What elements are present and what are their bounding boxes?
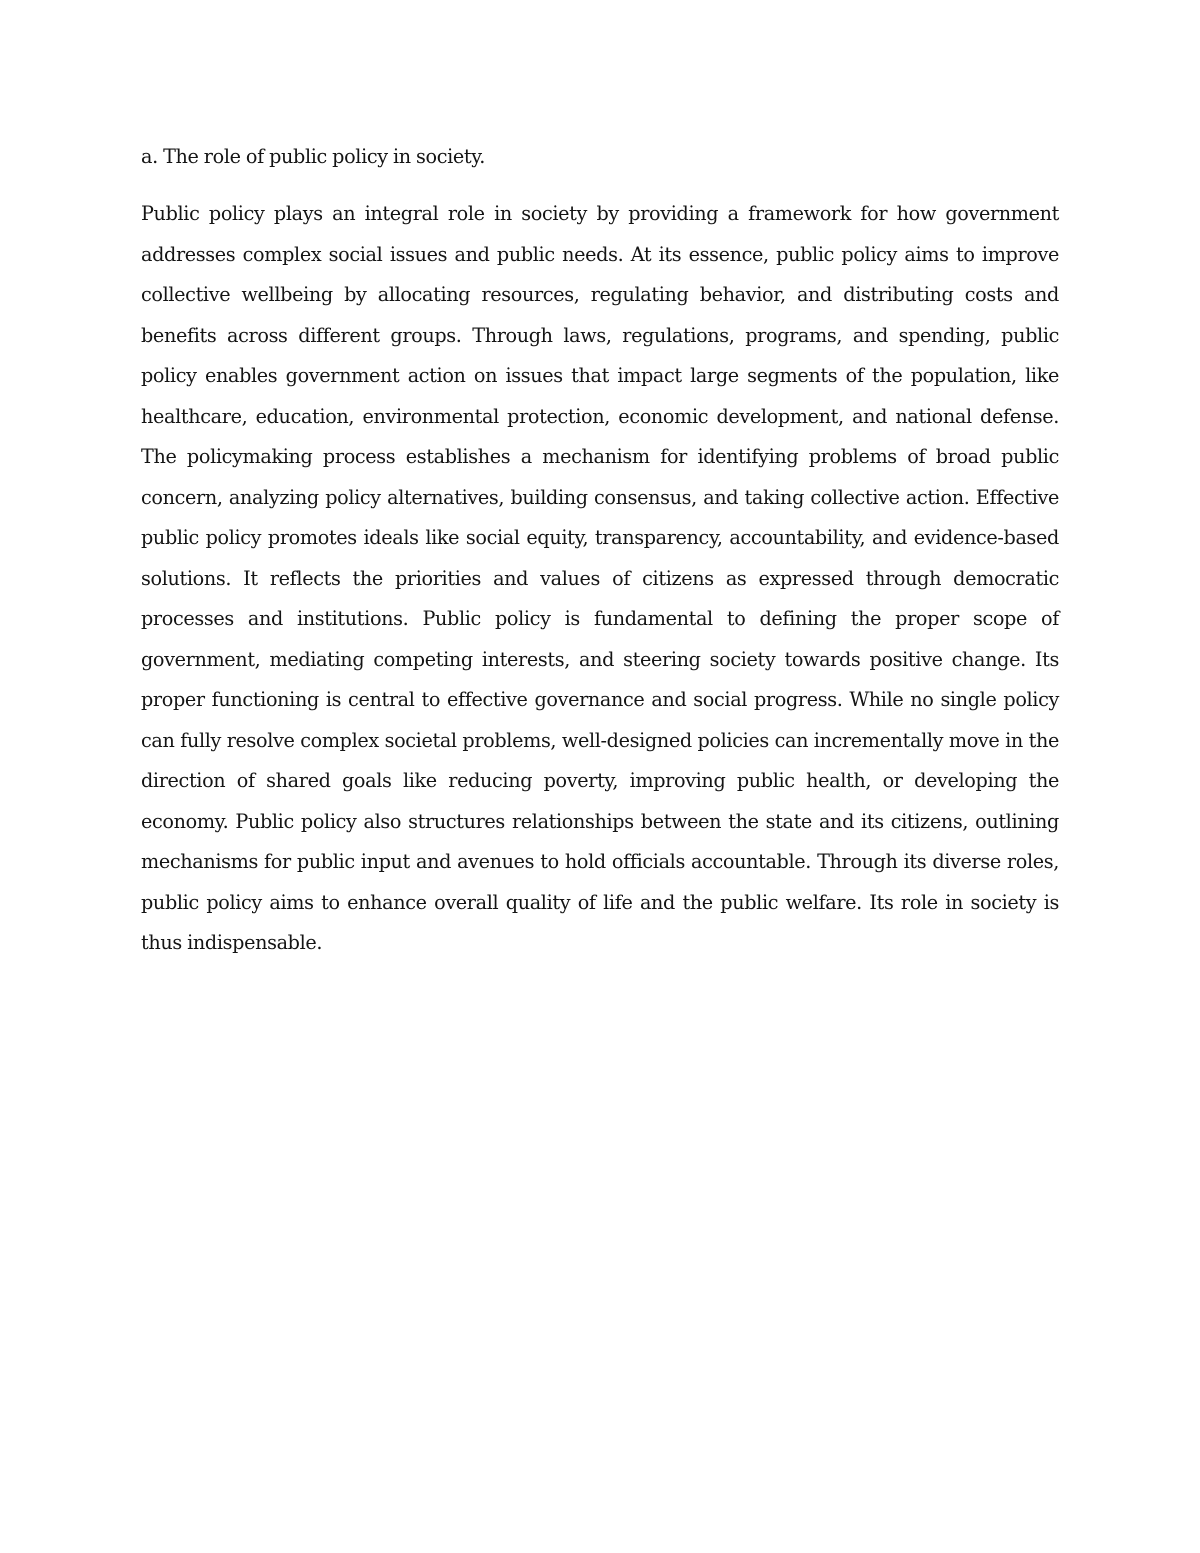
body-paragraph: Public policy plays an integral role in society by providing a framework for how government addresses complex social issues and public needs. At its essence, public policy aims to improve collective wellbeing by allocating resources, regulating behavior, and distributing costs and benefits across different groups. Through laws, regulations, programs, and spending, public policy enables government action on issues that impact large segments of the population, like healthcare, education, environmental protection, economic development, and national defense. The policymaking process establishes a mechanism for identifying problems of broad public concern, analyzing policy alternatives, building consensus, and taking collective action. Effective public policy promotes ideals like social equity, transparency, accountability, and evidence-based solutions. It reflects the priorities and values of citizens as expressed through democratic processes and institutions. Public policy is fundamental to defining the proper scope of government, mediating competing interests, and steering society towards positive change. Its proper functioning is central to effective governance and social progress. While no single policy can fully resolve complex societal problems, well-designed policies can incrementally move in the direction of shared goals like reducing poverty, improving public health, or developing the economy. Public policy also structures relationships between the state and its citizens, outlining mechanisms for public input and avenues to hold officials accountable. Through its diverse roles, public policy aims to enhance overall quality of life and the public welfare. Its role in society is thus indispensable. <box>141 202 1059 954</box>
document-content <box>141 142 1059 964</box>
section-heading: a. The role of public policy in society. <box>141 145 485 168</box>
